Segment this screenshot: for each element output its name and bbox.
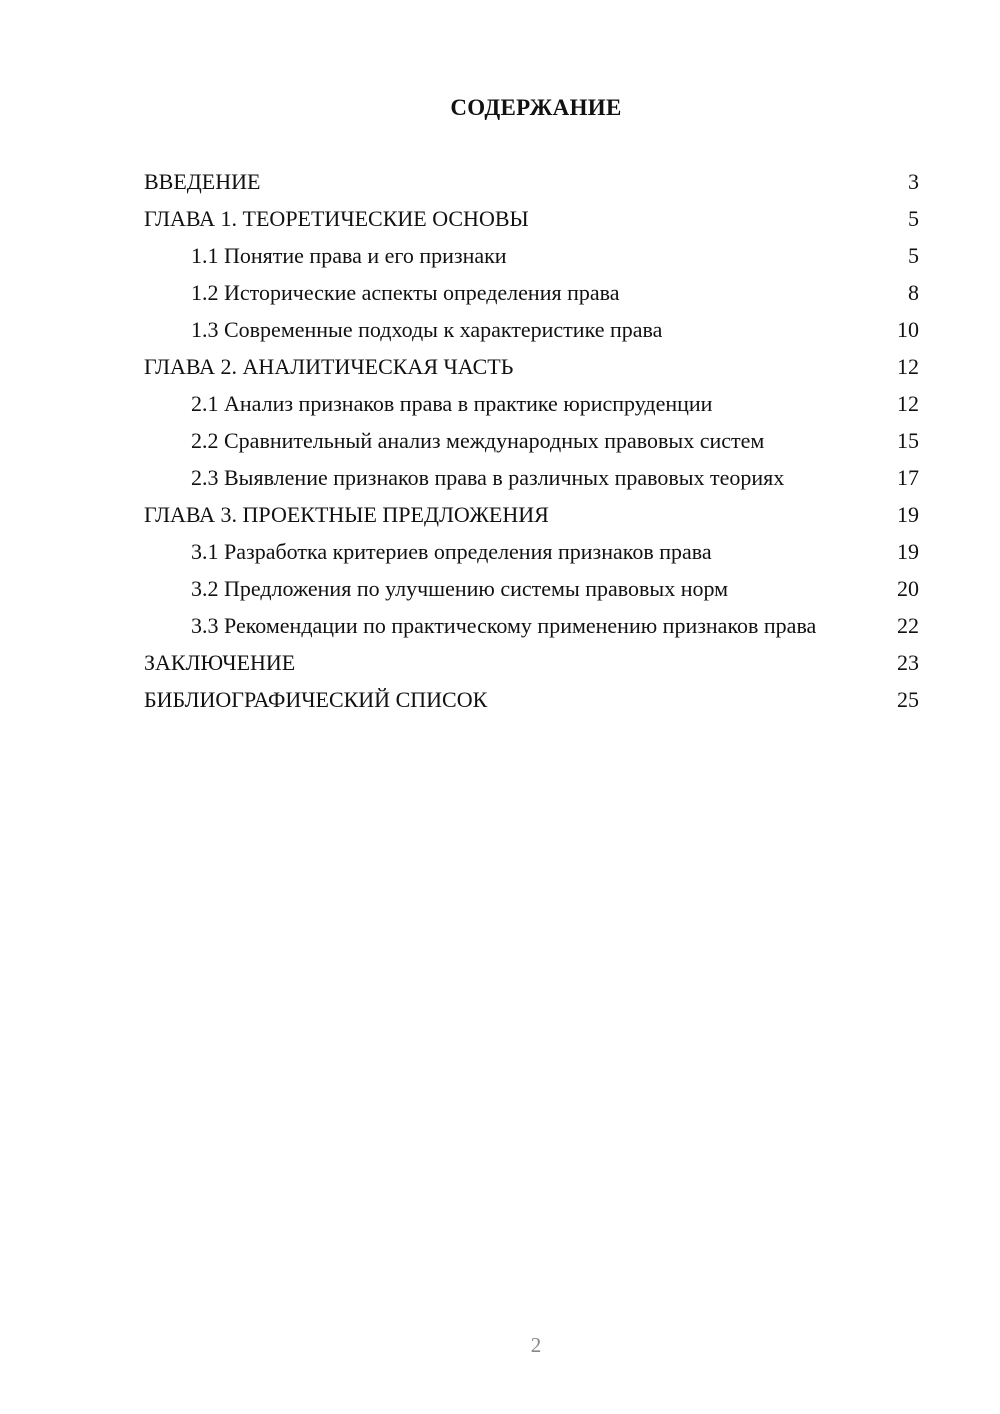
toc-entry-label: 3.3 Рекомендации по практическому применению признаков права — [191, 613, 817, 638]
toc-entry-label: ЗАКЛЮЧЕНИЕ — [144, 650, 296, 675]
toc-entry-page: 20 — [897, 576, 919, 601]
toc-entry-page: 12 — [897, 354, 919, 379]
toc-entry-label: 1.2 Исторические аспекты определения права — [191, 280, 620, 305]
toc-entry-label: БИБЛИОГРАФИЧЕСКИЙ СПИСОК — [144, 687, 488, 712]
toc-entry — [144, 501, 919, 528]
toc-entry-page: 23 — [897, 650, 919, 675]
toc-entry — [144, 316, 919, 343]
toc-entry — [144, 649, 919, 676]
page-title: СОДЕРЖАНИЕ — [450, 95, 622, 120]
toc-entry-page: 12 — [897, 391, 919, 416]
toc-entry-label: 1.1 Понятие права и его признаки — [191, 243, 507, 268]
toc-entry — [144, 242, 919, 269]
table-of-contents — [144, 168, 919, 723]
toc-entry-label: ВВЕДЕНИЕ — [144, 169, 261, 194]
toc-entry-page: 5 — [908, 206, 919, 231]
toc-entry-page: 8 — [908, 280, 919, 305]
toc-entry-label: 3.1 Разработка критериев определения признаков права — [191, 539, 712, 564]
toc-entry — [144, 686, 919, 713]
toc-entry-label: 2.1 Анализ признаков права в практике юриспруденции — [191, 391, 713, 416]
toc-entry — [144, 279, 919, 306]
toc-entry — [144, 575, 919, 602]
toc-entry-page: 22 — [897, 613, 919, 638]
toc-entry — [144, 353, 919, 380]
toc-entry-page: 5 — [908, 243, 919, 268]
toc-entry-label: 2.3 Выявление признаков права в различных правовых теориях — [191, 465, 785, 490]
toc-entry-label: ГЛАВА 3. ПРОЕКТНЫЕ ПРЕДЛОЖЕНИЯ — [144, 502, 549, 527]
toc-entry-page: 15 — [897, 428, 919, 453]
toc-entry — [144, 612, 919, 639]
toc-entry-label: 2.2 Сравнительный анализ международных правовых систем — [191, 428, 765, 453]
toc-entry — [144, 390, 919, 417]
toc-entry — [144, 427, 919, 454]
toc-entry-label: ГЛАВА 2. АНАЛИТИЧЕСКАЯ ЧАСТЬ — [144, 354, 514, 379]
toc-entry-page: 25 — [897, 687, 919, 712]
toc-entry — [144, 168, 919, 195]
toc-entry-page: 3 — [908, 169, 919, 194]
toc-entry-page: 19 — [897, 539, 919, 564]
toc-entry-page: 10 — [897, 317, 919, 342]
toc-entry — [144, 538, 919, 565]
toc-entry — [144, 205, 919, 232]
toc-entry-page: 19 — [897, 502, 919, 527]
toc-entry — [144, 464, 919, 491]
toc-entry-label: 3.2 Предложения по улучшению системы правовых норм — [191, 576, 729, 601]
page-number: 2 — [530, 1333, 542, 1357]
toc-entry-label: 1.3 Современные подходы к характеристике права — [191, 317, 663, 342]
toc-entry-page: 17 — [897, 465, 919, 490]
toc-entry-label: ГЛАВА 1. ТЕОРЕТИЧЕСКИЕ ОСНОВЫ — [144, 206, 529, 231]
